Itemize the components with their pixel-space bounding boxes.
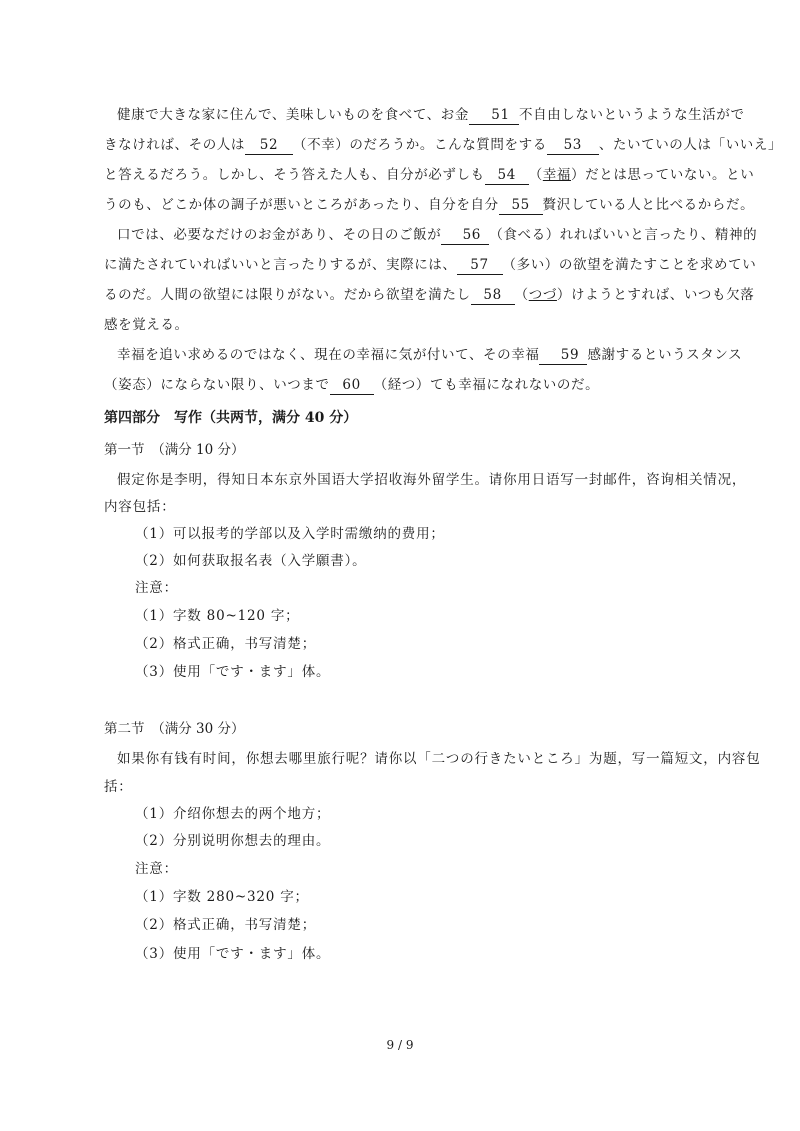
section-two-note-label: 注意： xyxy=(135,861,178,877)
section-two-item: （1）介绍你想去的两个地方； xyxy=(135,806,331,822)
blank-56: 56 xyxy=(441,226,489,245)
section-two-prompt: 如果你有钱有时间，你想去哪里旅行呢？请你以「二つの行きたいところ」为题，写一篇短文，内容包 xyxy=(117,751,761,767)
section-two-note: （1）字数 280~320 字； xyxy=(135,889,309,905)
blank-57: 57 xyxy=(457,256,503,275)
blank-53: 53 xyxy=(547,136,599,155)
page-number: 9 / 9 xyxy=(386,1038,414,1052)
section-two-item: （2）分别说明你想去的理由。 xyxy=(135,833,331,849)
blank-59: 59 xyxy=(539,346,587,365)
section-one-note: （3）使用「です・ます」体。 xyxy=(135,664,331,680)
underlined-word: つづ xyxy=(528,287,557,303)
section-one-prompt-cont: 内容包括： xyxy=(104,499,176,515)
section-one-item: （1）可以报考的学部以及入学时需缴纳的费用； xyxy=(135,526,445,542)
passage-line: 口では、必要なだけのお金があり、その日のご飯が 56 （食べる）れればいいと言ったり、精神的 xyxy=(117,227,758,243)
passage-line: きなければ、その人は 52 （不幸）のだろうか。こんな質問をする 53 、たいていの人は「いいえ」 xyxy=(104,137,783,153)
blank-52: 52 xyxy=(245,136,293,155)
underlined-word: 幸福 xyxy=(542,167,572,183)
section-two-prompt-cont: 括： xyxy=(104,779,133,795)
blank-54: 54 xyxy=(485,166,529,185)
passage-line: 幸福を追い求めるのではなく、現在の幸福に気が付いて、その幸福 59 感謝するというスタンス xyxy=(117,347,743,363)
section-one-note: （2）格式正确，书写清楚； xyxy=(135,636,316,652)
section-one-item: （2）如何获取报名表（入学願書）。 xyxy=(135,553,367,569)
passage-line: に満たされていればいいと言ったりするが、実際には、 57 （多い）の欲望を満たすことを求めてい xyxy=(104,257,757,273)
part-four-title: 第四部分 写作（共两节，满分 40 分） xyxy=(104,410,358,426)
section-two-title: 第二节 （满分 30 分） xyxy=(104,721,245,737)
passage-line: 健康で大きな家に住んで、美味しいものを食べて、お金 51 不自由しないというような生活がで xyxy=(117,107,745,123)
section-one-prompt: 假定你是李明，得知日本东京外国语大学招收海外留学生。请你用日语写一封邮件，咨询相关情况， xyxy=(117,472,747,488)
section-one-note-label: 注意： xyxy=(135,580,178,596)
blank-60: 60 xyxy=(330,376,374,395)
section-two-note: （3）使用「です・ます」体。 xyxy=(135,946,331,962)
cloze-passage xyxy=(104,100,783,400)
blank-58: 58 xyxy=(471,286,515,305)
section-two-note: （2）格式正确，书写清楚； xyxy=(135,917,316,933)
passage-line: 感を覚える。 xyxy=(104,317,189,333)
section-one-title: 第一节 （满分 10 分） xyxy=(104,442,245,458)
section-one-note: （1）字数 80~120 字； xyxy=(135,608,300,624)
passage-line: （姿态）にならない限り、いつまで 60 （経つ）ても幸福になれないのだ。 xyxy=(104,377,600,393)
blank-51: 51 xyxy=(469,106,519,125)
passage-line: うのも、どこか体の調子が悪いところがあったり、自分を自分 55 贅沢している人と比べるからだ。 xyxy=(104,197,755,213)
passage-line: るのだ。人間の欲望には限りがない。だから欲望を満たし 58 （つづ）けようとすれば、いつも欠落 xyxy=(104,287,755,303)
blank-55: 55 xyxy=(499,196,543,215)
passage-line: と答えるだろう。しかし、そう答えた人も、自分が必ずしも 54 （幸福）だとは思っていない。とい xyxy=(104,167,755,183)
